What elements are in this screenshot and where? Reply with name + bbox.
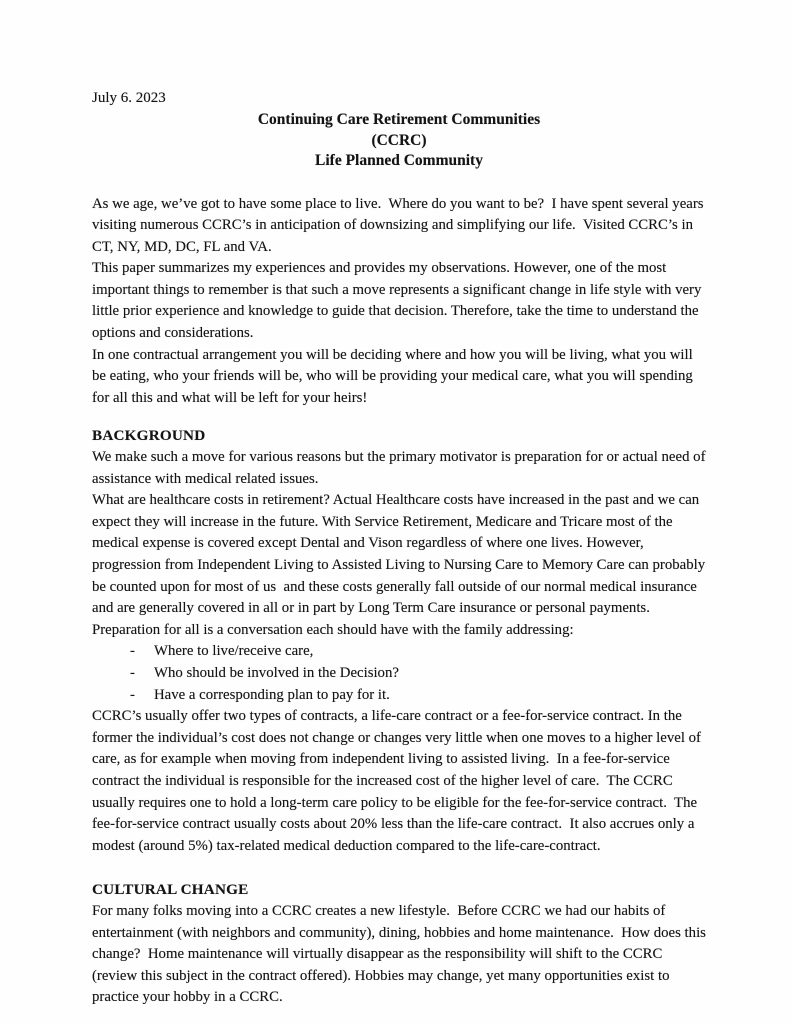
background-paragraph-1: We make such a move for various reasons but the primary motivator is preparation for or actual need of assistance with medical related issues. xyxy=(92,449,710,487)
list-item-text: Who should be involved in the Decision? xyxy=(154,664,399,681)
title-line-3: Life Planned Community xyxy=(315,152,483,169)
intro-paragraph-2: This paper summarizes my experiences and provides my observations. However, one of the most important things to remember is that such a move represents a significant change in life style with very little prior experience and knowledge to guide that decision. Therefore, take the time to understand the options and considerations. xyxy=(92,260,706,342)
intro-paragraph-3: In one contractual arrangement you will be deciding where and how you will be living, what you will be eating, who your friends will be, who will be providing your medical care, what you will spending for all this and what will be left for your heirs! xyxy=(92,346,697,406)
document-date: July 6. 2023 xyxy=(92,90,166,106)
dash-bullet-icon: - xyxy=(130,686,135,703)
intro-section xyxy=(92,194,706,410)
list-item xyxy=(92,685,706,707)
title-line-1: Continuing Care Retirement Communities xyxy=(257,111,541,128)
list-item-text: Have a corresponding plan to pay for it. xyxy=(154,686,390,703)
document-title xyxy=(92,110,706,172)
list-item-text: Where to live/receive care, xyxy=(154,643,314,660)
background-paragraph-2: What are healthcare costs in retirement? Actual Healthcare costs have increased in the past and we can expect they will increase in the future. With Service Retirement, Medicare and Tricare most of the medical expense is covered except Dental and Vison regardless of where one lives. However, progression from Independent Living to Assisted Living to Nursing Care to Memory Care can probably be counted upon for most of us and these costs generally fall outside of our normal medical insurance and are generally covered in all or in part by Long Term Care insurance or personal payments. xyxy=(92,492,709,617)
cultural-change-paragraph-1: For many folks moving into a CCRC creates a new lifestyle. Before CCRC we had our habits of entertainment (with neighbors and community), dining, hobbies and home maintenance. How does this change? Home maintenance will virtually disappear as the responsibility will shift to the CCRC (review this subject in the contract offered). Hobbies may change, yet many opportunities exist to practice your hobby in a CCRC. xyxy=(92,902,710,1006)
title-line-2: (CCRC) xyxy=(371,131,427,149)
list-item xyxy=(92,641,706,663)
contracts-paragraph: CCRC’s usually offer two types of contracts, a life-care contract or a fee-for-service contract. In the former the individual’s cost does not change or changes very little when one moves to a higher level of care, as for example when moving from independent living to assisted living. In a fee-for-service contract the individual is responsible for the increased cost of the higher level of care. The CCRC usually requires one to hold a long-term care policy to be eligible for the fee-for-service contract. The fee-for-service contract usually costs about 20% less than the life-care contract. It also accrues only a modest (around 5%) tax-related medical deduction compared to the life-care-contract. xyxy=(92,708,705,854)
background-heading: BACKGROUND xyxy=(92,427,206,445)
dash-bullet-icon: - xyxy=(130,664,135,681)
background-section xyxy=(92,425,710,857)
dash-bullet-icon: - xyxy=(130,643,135,660)
background-lead-in: Preparation for all is a conversation each should have with the family addressing: xyxy=(92,621,574,638)
intro-paragraph-1: As we age, we’ve got to have some place to live. Where do you want to be? I have spent several years visiting numerous CCRC’s in anticipation of downsizing and simplifying our life. Visited CCRC’s in CT, NY, MD, DC, FL and VA. xyxy=(92,195,708,255)
list-item xyxy=(92,663,706,685)
document-content xyxy=(92,88,710,1009)
cultural-change-section xyxy=(92,879,710,1009)
cultural-change-heading: CULTURAL CHANGE xyxy=(92,881,249,899)
family-addressing-list xyxy=(92,641,706,706)
